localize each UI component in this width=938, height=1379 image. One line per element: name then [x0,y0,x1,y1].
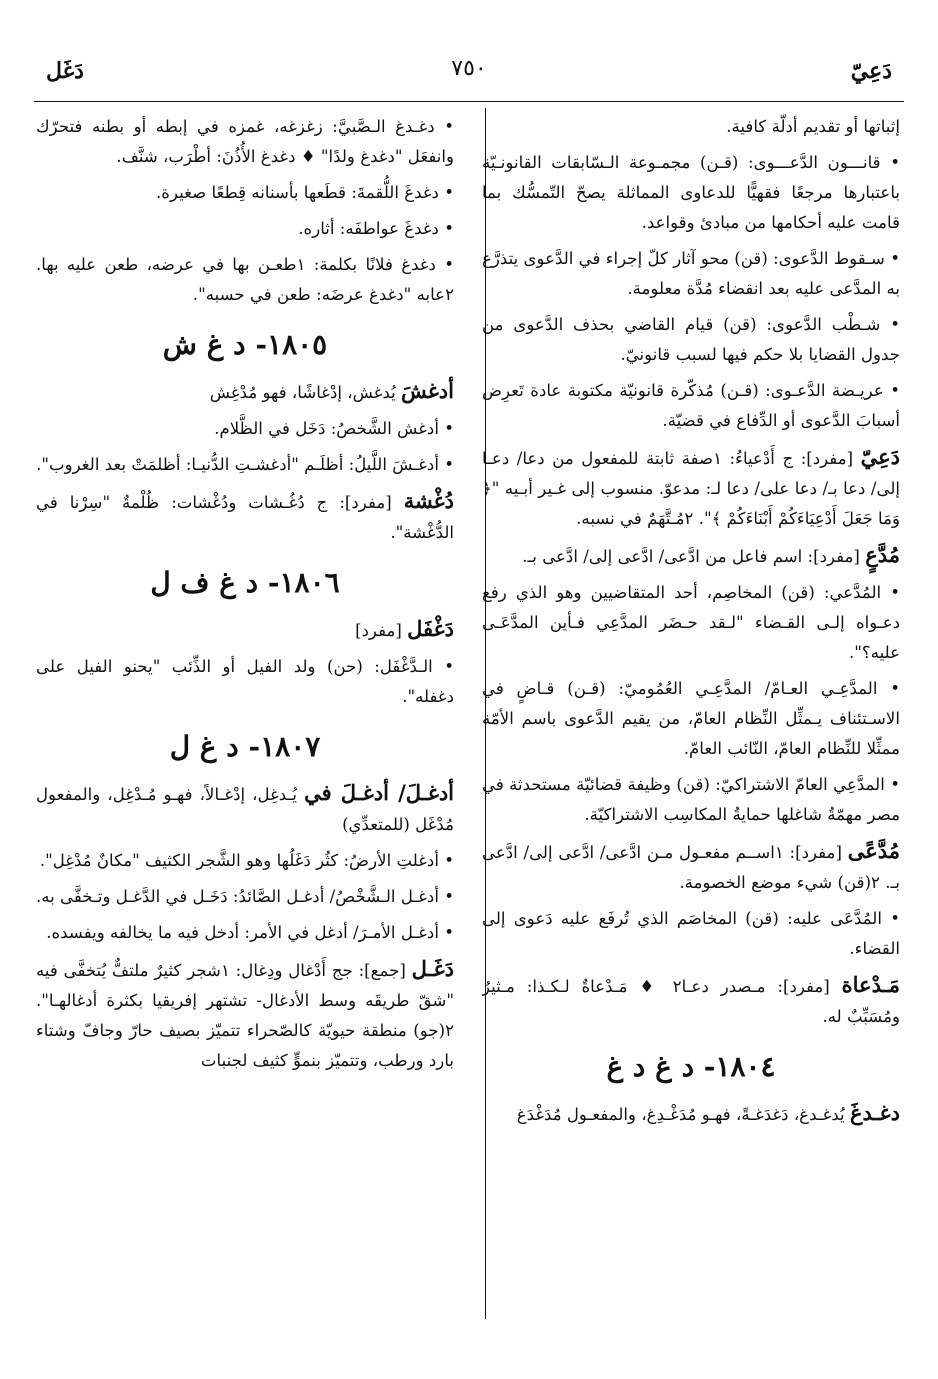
right-column [482,112,900,1312]
entry-definition: [جمع]: جج أَدْغال ودِغال: ١شجر كثيرٌ ملتفٌّ يُتخفَّى فيه "شقّ طريقَه وسط الأدغال- تشتهر إفريقيا بكثرة أدغالهـا". ٢(جو) منطقة حيويّة كالصّحراء تتميّز بصيف حارّ وجافّ وشتاء بارد ورطب، وتتميّز بنموٍّ كثيف لجنبات [36,961,454,1070]
root-heading: ١٨٠٦- د غ ف ل [150,566,340,599]
sub-entry: • سـقوط الدَّعوى: (قن) محو آثار كلّ إجراء في الدَّعوى يتذرَّع به المدَّعى عليه بعد انقضاء مُدَّة معلومة. [482,249,900,298]
running-head-right-word: دَعِيّ [850,58,892,84]
sub-entry: • قانـــون الدَّعـــوى: (قـن) مجمـوعة الـسّابقات القانونـيّة باعتبارها مرجعًا فقهيًّا للدعاوى المماثلة يصحّ التّمسُّك بما قامت عليه أحكامها من مبادئ وقواعد. [482,153,900,232]
sub-entry: • دغدغَ اللُّقمةَ: قطَعها بأسنانه قِطعًا صغيرة. [156,183,454,202]
entry-headword: دَعِيّ [860,444,900,469]
sub-entry: • دغدغ فلانًا بكلمة: ١طعـن بها في عرضه، طعن عليه بها. ٢عابه "دغدغ عرضَه: طعن في حسبه". [36,255,454,304]
sub-entry: • دغدغَ عواطفَه: أثاره. [298,219,454,238]
entry-definition: [مفرد]: اسم فاعل من ادَّعى/ ادَّعى إلى/ ادَّعى بـ. [522,547,860,566]
root-heading: ١٨٠٤- د غ د غ [606,1050,776,1083]
sub-entry: • أدغـشَ اللَّيلُ: أظلَـم "أدغشـتِ الدُّنيـا: أظلمَتْ بعد الغروب". [36,455,454,474]
entry-headword: أدغـلَ/ أدغـلَ في [304,780,454,805]
entry-definition: [مفرد]: ١اســم مفعـول مـن ادَّعى/ ادَّعى إلى/ ادَّعى بـ. ٢(قن) شيء موضع الخصومة. [482,843,900,892]
dictionary-entry [482,442,900,534]
entry-headword: مُدَّعٍ [865,542,900,567]
entry-headword: دُغْشة [403,488,454,513]
root-heading: ١٨٠٥- د غ ش [162,328,328,361]
entry-definition: [مفرد]: ج أَدْعياءُ: ١صفة ثابتة للمفعول من دعا/ دعـا إلى/ دعا بـ/ دعا على/ دعا لـ: مدعوّ. منسوب إلى غـير أبـيه "﴿ وَمَا جَعَلَ أَدْعِيَاءَكُمْ أَبْنَاءَكُمْ ﴾". ٢مُـتَّهَمٌ في نسبه. [482,449,900,528]
entry-definition: يُدغـدغ، دَغدَغـةً، فهـو مُدَغْـدِغ، والمفعـول مُدَغْدَغ [516,1105,845,1124]
sub-entry: • المدَّعِـي العـامّ/ المدَّعِـي العُمُوميّ: (قـن) قـاضٍ في الاسـتئناف يـمثِّل النِّظام العامّ، من يقيم الدَّعوى باسم الأمّة ممثِّلا للنِّظام العامّ، النّائب العامّ. [482,679,900,758]
sub-entry: • أدغلتِ الأرضُ: كثُر دَغَلُها وهو الشَّجر الكثيف "مكانٌ مُدْغِل". [39,851,454,870]
entry-definition: [مفرد] [355,621,402,640]
sub-entry: • عريـضة الدَّعـوى: (قـن) مُذكّرة قانونيّة مكتوبة عادة تَعرِض أسبابَ الدَّعوى أو الدِّفاع في قضيّة. [482,381,900,430]
page-number: ٧٥٠ [451,56,487,81]
left-column [36,112,454,1312]
root-heading: ١٨٠٧- د غ ل [169,730,321,763]
sub-entry: • المُدَّعَى عليه: (قن) المخاصَم الذي تُرفَع عليه دَعوى إلى القضاء. [482,909,900,958]
entry-headword: مَـدْعاة [841,972,900,997]
sub-entry: • أدغش الشَّخصُ: دَخَل في الظَّلام. [214,419,454,438]
entry-definition: [مفرد]: مـصدر دعـا٢ ♦ مَـدْعاةٌ لـكـذا: مـثيرٌ ومُسَبِّبٌ له. [482,977,900,1026]
header-rule [34,101,904,102]
running-head-left-word: دَغَل [46,58,84,84]
dictionary-entry [36,486,454,548]
entry-definition: يُـدغِل، إدْغـالاً، فهـو مُـدْغِل، والمفعول مُدْغَل (للمتعدِّي) [36,785,454,834]
running-head [38,54,900,94]
dictionary-entry [36,778,454,840]
entry-headword: دَغْفَل [407,616,454,641]
dictionary-entry [482,836,900,898]
sub-entry: • أدغـل الـشَّخْصُ/ أدغـل الصَّائدُ: دَخَـل في الدَّغـل وتـخفَّى به. [36,887,454,906]
sub-entry: إثباتها أو تقديم أدلّة كافية. [726,117,900,136]
sub-entry: • أدغـل الأمـرَ/ أدغل في الأمر: أدخل فيه ما يخالفه ويفسده. [46,923,454,942]
dictionary-entry [482,1098,900,1130]
dictionary-entry [36,954,454,1076]
dictionary-entry [482,970,900,1032]
sub-entry: • الـدَّغْفَل: (حن) ولد الفيل أو الذِّئب "يحنو الفيل على دغفله". [36,657,454,706]
entry-headword: مُدَّعًى [847,838,900,863]
entry-definition: يُدغش، إدْغاشًا، فهو مُدْغِش [209,383,396,402]
sub-entry: • المدَّعِي العامّ الاشتراكيّ: (قن) وظيفة قضائيّة مستحدثة في مصر مهمّةُ شاغلها حمايةُ المكاسِب الاشتراكيّة. [482,775,900,824]
entry-headword: دغـدغَ [849,1100,900,1125]
entry-headword: دَغَـل [411,956,454,981]
dictionary-entry [36,614,454,646]
sub-entry: • شـطْب الدَّعوى: (قن) قيام القاضي بحذف الدَّعوى من جدول القضايا بلا حكم فيها لسبب قانونيّ. [482,315,900,364]
sub-entry: • دغـدغ الـصَّبيَّ: زغزغه، غمزه في إبطه أو بطنه فتحرّك وانفعَل "دغدغ ولدًا" ♦ دغدغ الأُذُنَ: أطْرَب، شنَّف. [36,117,454,166]
dictionary-entry [36,376,454,408]
sub-entry: • المُدَّعي: (قن) المخاصِم، أحد المتقاضيين وهو الذي رفع دعـواه إلـى القـضاء "لـقد حـضَر المدَّعِي فـأين المدَّعَـى عليه؟". [482,583,900,662]
dictionary-entry [482,540,900,572]
entry-headword: أدغشَ [401,378,454,403]
entry-definition: [مفرد]: ج دُغُـشات ودُغْشات: ظُلْمةٌ "سِرْنا في الدُّغْشة". [36,493,454,542]
